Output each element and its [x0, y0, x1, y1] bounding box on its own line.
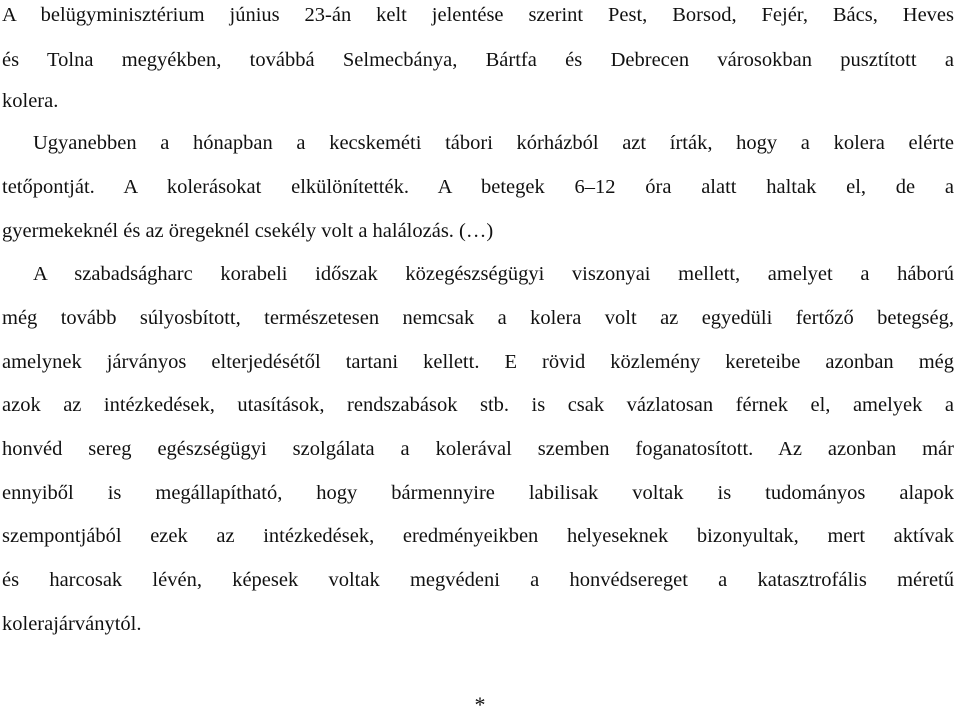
text-line: szempontjából ezek az intézkedések, eredményeikben helyeseknek bizonyultak, mert aktívak [2, 525, 954, 547]
text-line: A belügyminisztérium június 23-án kelt jelentése szerint Pest, Borsod, Fejér, Bács, Heves [2, 4, 954, 26]
text-line: kolerajárványtól. [2, 613, 142, 635]
section-separator: * [474, 692, 486, 717]
text-line: honvéd sereg egészségügyi szolgálata a kolerával szemben foganatosított. Az azonban már [2, 438, 954, 460]
text-line: Ugyanebben a hónapban a kecskeméti tábori kórházból azt írták, hogy a kolera elérte [33, 132, 954, 154]
text-line: tetőpontját. A kolerásokat elkülönítették. A betegek 6–12 óra alatt haltak el, de a [2, 176, 954, 198]
text-line: és harcosak lévén, képesek voltak megvédeni a honvédsereget a katasztrofális méretű [2, 569, 954, 591]
text-line: gyermekeknél és az öregeknél csekély volt a halálozás. (…) [2, 220, 494, 242]
text-line: amelynek járványos elterjedésétől tartani kellett. E rövid közlemény kereteibe azonban még [2, 351, 954, 373]
text-line: és Tolna megyékben, továbbá Selmecbánya, Bártfa és Debrecen városokban pusztított a [2, 49, 954, 71]
text-line: A szabadságharc korabeli időszak közegészségügyi viszonyai mellett, amelyet a háború [33, 263, 954, 285]
text-line: azok az intézkedések, utasítások, rendszabások stb. is csak vázlatosan férnek el, amelyek a [2, 394, 954, 416]
text-line: kolera. [2, 90, 59, 112]
text-line: még tovább súlyosbított, természetesen nemcsak a kolera volt az egyedüli fertőző betegség, [2, 307, 954, 329]
text-line: ennyiből is megállapítható, hogy bármennyire labilisak voltak is tudományos alapok [2, 482, 954, 504]
